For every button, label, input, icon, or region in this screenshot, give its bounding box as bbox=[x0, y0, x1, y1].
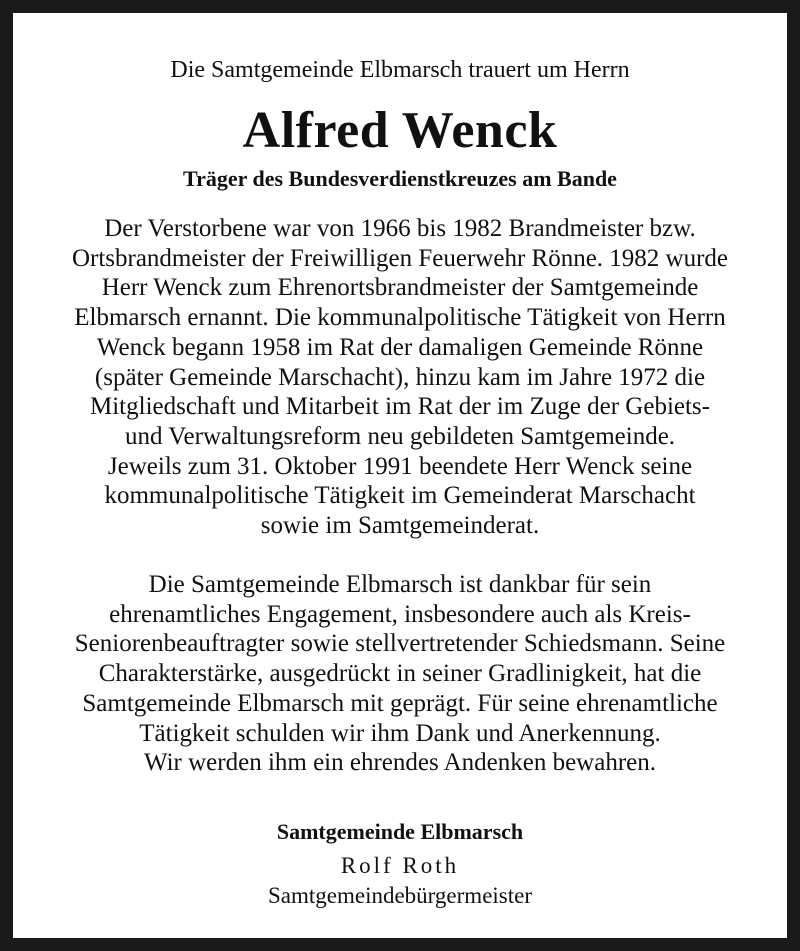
text-line: Tätigkeit schulden wir ihm Dank und Anerkennung. bbox=[139, 719, 661, 747]
text-line: Elbmarsch ernannt. Die kommunalpolitische Tätigkeit von Herrn bbox=[74, 304, 726, 332]
text-line: und Verwaltungsreform neu gebildeten Samtgemeinde. bbox=[124, 422, 676, 450]
text-line: Ortsbrandmeister der Freiwilligen Feuerwehr Rönne. 1982 wurde bbox=[71, 244, 729, 272]
text-line: Wenck begann 1958 im Rat der damaligen Gemeinde Rönne bbox=[96, 333, 704, 361]
text-line: ehrenamtliches Engagement, insbesondere auch als Kreis- bbox=[109, 600, 691, 628]
text-line: Samtgemeinde Elbmarsch mit geprägt. Für seine ehrenamtliche bbox=[82, 689, 718, 717]
deceased-name: Alfred Wenck bbox=[242, 102, 558, 159]
signature-name: Rolf Roth bbox=[340, 853, 460, 878]
honor-line: Träger des Bundesverdienstkreuzes am Bande bbox=[183, 166, 617, 191]
text-line: Herr Wenck zum Ehrenortsbrandmeister der Samtgemeinde bbox=[101, 274, 699, 302]
text-line: Seniorenbeauftragter sowie stellvertretender Schiedsmann. Seine bbox=[74, 630, 726, 658]
text-line: Der Verstorbene war von 1966 bis 1982 Brandmeister bzw. bbox=[104, 215, 696, 242]
text-line: Jeweils zum 31. Oktober 1991 beendete Herr Wenck seine bbox=[107, 452, 693, 480]
gratitude-paragraph bbox=[13, 570, 787, 778]
text-line: Wir werden ihm ein ehrendes Andenken bewahren. bbox=[144, 749, 656, 777]
intro-line: Die Samtgemeinde Elbmarsch trauert um Herrn bbox=[170, 57, 630, 83]
text-line: Mitgliedschaft und Mitarbeit im Rat der im Zuge der Gebiets- bbox=[90, 393, 710, 421]
text-line: kommunalpolitische Tätigkeit im Gemeinderat Marschacht bbox=[104, 482, 696, 510]
signature-organization: Samtgemeinde Elbmarsch bbox=[276, 819, 524, 844]
text-line: sowie im Samtgemeinderat. bbox=[260, 512, 540, 540]
signature-title: Samtgemeindebürgermeister bbox=[268, 883, 532, 908]
text-line: (später Gemeinde Marschacht), hinzu kam im Jahre 1972 die bbox=[94, 363, 706, 391]
text-line: Charakterstärke, ausgedrückt in seiner Gradlinigkeit, hat die bbox=[98, 660, 702, 688]
text-line: Die Samtgemeinde Elbmarsch ist dankbar für sein bbox=[148, 571, 652, 598]
biography-paragraph bbox=[13, 214, 787, 541]
